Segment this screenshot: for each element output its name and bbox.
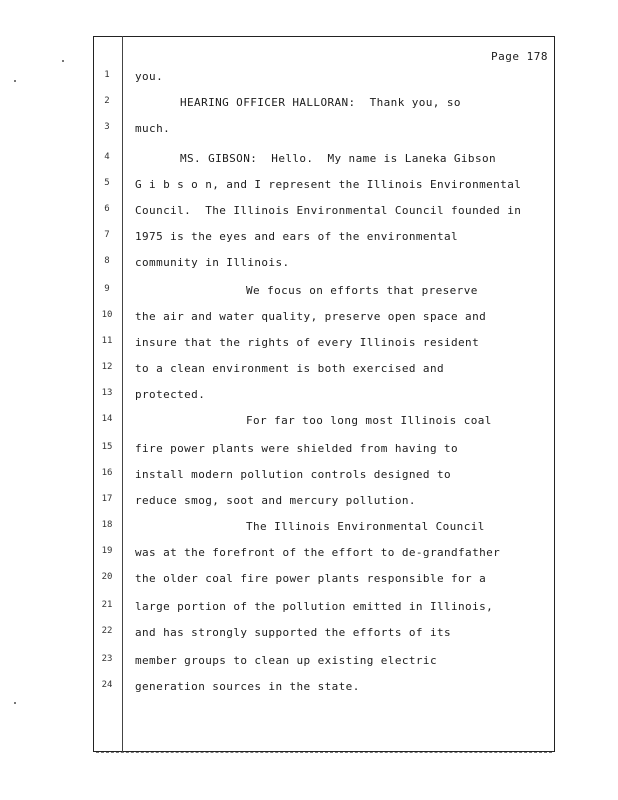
transcript-line bbox=[0, 152, 618, 172]
transcript-line bbox=[0, 468, 618, 488]
transcript-line bbox=[0, 256, 618, 276]
line-number: 14 bbox=[101, 414, 113, 424]
line-text: fire power plants were shielded from having to bbox=[135, 442, 459, 455]
transcript-line bbox=[0, 96, 618, 116]
line-number: 18 bbox=[101, 520, 113, 530]
line-number: 16 bbox=[101, 468, 113, 478]
transcript-line bbox=[0, 122, 618, 142]
line-number: 20 bbox=[101, 572, 113, 582]
line-text: the older coal fire power plants responsible for a bbox=[135, 572, 487, 585]
line-text: MS. GIBSON: Hello. My name is Laneka Gibson bbox=[180, 152, 497, 165]
transcript-line bbox=[0, 310, 618, 330]
line-text: and has strongly supported the efforts of its bbox=[135, 626, 452, 639]
transcript-line bbox=[0, 546, 618, 566]
line-text: protected. bbox=[135, 388, 206, 401]
line-number: 10 bbox=[101, 310, 113, 320]
line-text: install modern pollution controls designed to bbox=[135, 468, 452, 481]
line-number: 24 bbox=[101, 680, 113, 690]
scan-speck bbox=[62, 60, 64, 62]
line-number: 8 bbox=[104, 256, 110, 266]
line-number: 23 bbox=[101, 654, 113, 664]
line-text: large portion of the pollution emitted in Illinois, bbox=[135, 600, 494, 613]
line-text: We focus on efforts that preserve bbox=[246, 284, 478, 297]
transcript-line bbox=[0, 654, 618, 674]
transcript-line bbox=[0, 204, 618, 224]
line-text: much. bbox=[135, 122, 171, 135]
line-number: 6 bbox=[104, 204, 110, 214]
line-number: 15 bbox=[101, 442, 113, 452]
line-number: 1 bbox=[104, 70, 110, 80]
line-number: 4 bbox=[104, 152, 110, 162]
line-text: community in Illinois. bbox=[135, 256, 290, 269]
line-number: 11 bbox=[101, 336, 113, 346]
line-number: 9 bbox=[104, 284, 110, 294]
line-text: member groups to clean up existing electric bbox=[135, 654, 437, 667]
transcript-line bbox=[0, 494, 618, 514]
line-text: generation sources in the state. bbox=[135, 680, 360, 693]
transcript-line bbox=[0, 520, 618, 540]
transcript-line bbox=[0, 680, 618, 700]
line-number: 19 bbox=[101, 546, 113, 556]
line-text: Council. The Illinois Environmental Council founded in bbox=[135, 204, 522, 217]
page-number: Page 178 bbox=[491, 50, 548, 63]
line-text: reduce smog, soot and mercury pollution. bbox=[135, 494, 416, 507]
line-number: 17 bbox=[101, 494, 113, 504]
transcript-line bbox=[0, 442, 618, 462]
line-text: the air and water quality, preserve open space and bbox=[135, 310, 487, 323]
line-number: 22 bbox=[101, 626, 113, 636]
transcript-line bbox=[0, 414, 618, 434]
line-text: For far too long most Illinois coal bbox=[246, 414, 492, 427]
transcript-line bbox=[0, 362, 618, 382]
line-number: 5 bbox=[104, 178, 110, 188]
transcript-line bbox=[0, 230, 618, 250]
transcript-line bbox=[0, 70, 618, 90]
line-number: 3 bbox=[104, 122, 110, 132]
line-number: 21 bbox=[101, 600, 113, 610]
transcript-line bbox=[0, 572, 618, 592]
scan-speck bbox=[14, 702, 16, 704]
line-text: G i b s o n, and I represent the Illinois Environmental bbox=[135, 178, 522, 191]
transcript-line bbox=[0, 626, 618, 646]
line-text: 1975 is the eyes and ears of the environmental bbox=[135, 230, 459, 243]
line-text: was at the forefront of the effort to de-grandfather bbox=[135, 546, 501, 559]
bottom-scan-artifact bbox=[96, 752, 552, 753]
line-number: 12 bbox=[101, 362, 113, 372]
line-number: 7 bbox=[104, 230, 110, 240]
transcript-line bbox=[0, 178, 618, 198]
transcript-line bbox=[0, 388, 618, 408]
line-text: you. bbox=[135, 70, 164, 83]
line-text: The Illinois Environmental Council bbox=[246, 520, 485, 533]
transcript-line bbox=[0, 284, 618, 304]
line-number: 13 bbox=[101, 388, 113, 398]
line-text: HEARING OFFICER HALLORAN: Thank you, so bbox=[180, 96, 461, 109]
line-text: insure that the rights of every Illinois resident bbox=[135, 336, 480, 349]
transcript-line bbox=[0, 600, 618, 620]
line-number: 2 bbox=[104, 96, 110, 106]
line-text: to a clean environment is both exercised and bbox=[135, 362, 444, 375]
transcript-line bbox=[0, 336, 618, 356]
